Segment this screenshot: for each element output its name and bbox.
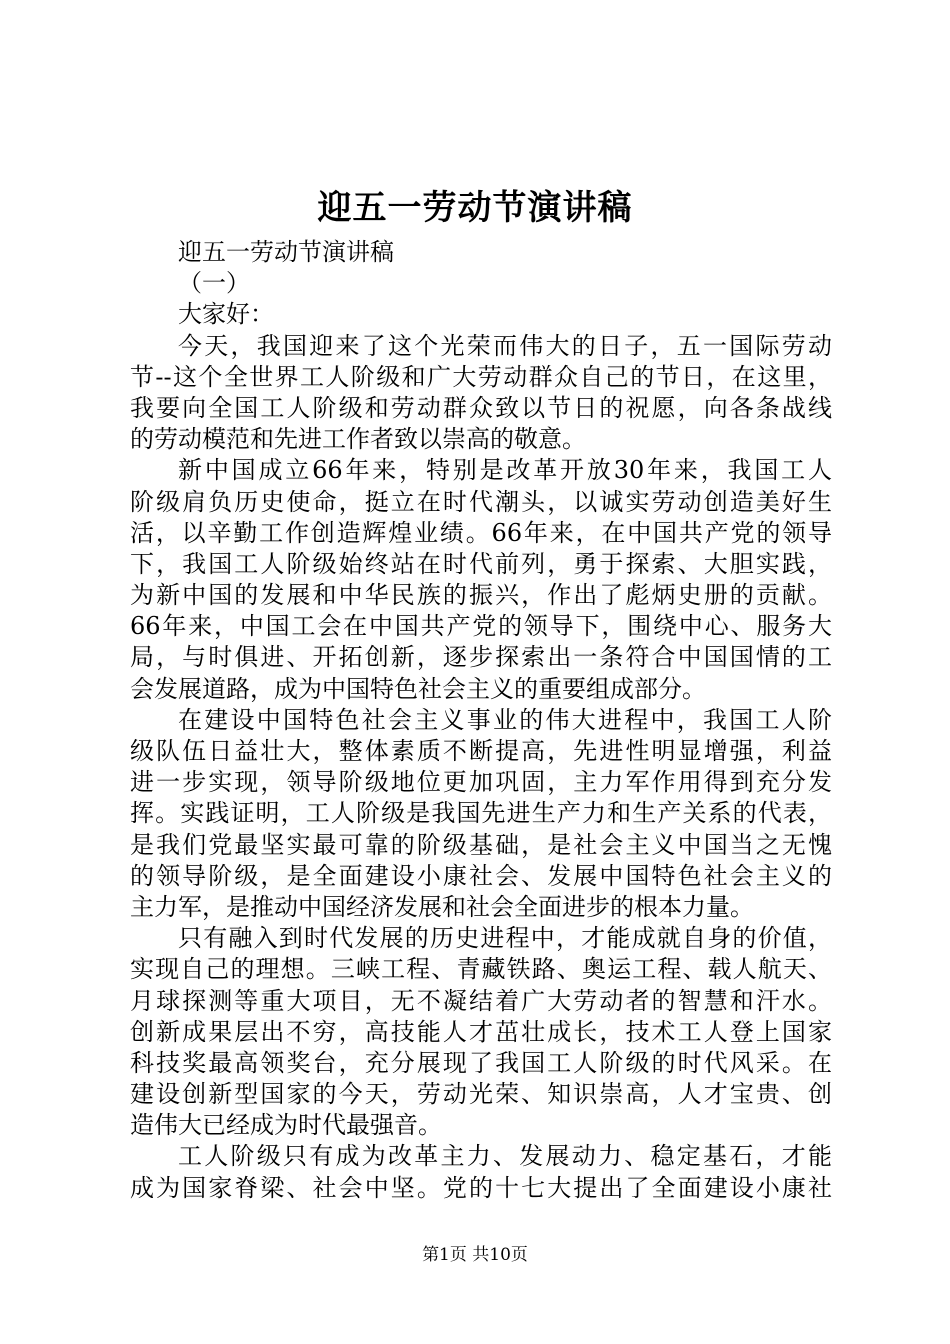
text-line: 今天，我国迎来了这个光荣而伟大的日子，五一国际劳动 — [178, 331, 832, 360]
text-line: 是我们党最坚实最可靠的阶级基础，是社会主义中国当之无愧 — [130, 830, 832, 859]
page-footer: 第1页 共10页 — [422, 1245, 528, 1265]
document-body — [130, 237, 832, 1204]
text-line: 活，以辛勤工作创造辉煌业绩。66年来，在中国共产党的领导 — [130, 518, 832, 547]
text-line: 在建设中国特色社会主义事业的伟大进程中，我国工人阶 — [178, 705, 832, 734]
text-line: （一） — [178, 269, 250, 298]
document-title: 迎五一劳动节演讲稿 — [317, 188, 633, 228]
text-line: 局，与时俱进、开拓创新，逐步探索出一条符合中国国情的工 — [130, 643, 832, 672]
text-line: 只有融入到时代发展的历史进程中，才能成就自身的价值， — [178, 924, 832, 953]
text-line: 实现自己的理想。三峡工程、青藏铁路、奥运工程、载人航天、 — [130, 955, 832, 984]
text-line: 我要向全国工人阶级和劳动群众致以节日的祝愿，向各条战线 — [130, 393, 832, 422]
text-line: 级队伍日益壮大，整体素质不断提高，先进性明显增强，利益 — [130, 737, 832, 765]
text-line: 的劳动模范和先进工作者致以崇高的敬意。 — [130, 425, 586, 454]
text-line: 66年来，中国工会在中国共产党的领导下，围绕中心、服务大 — [130, 612, 832, 641]
text-line: 阶级肩负历史使命，挺立在时代潮头，以诚实劳动创造美好生 — [130, 487, 832, 516]
text-line: 建设创新型国家的今天，劳动光荣、知识崇高，人才宝贵、创 — [130, 1080, 832, 1109]
text-line: 创新成果层出不穷，高技能人才茁壮成长，技术工人登上国家 — [130, 1017, 832, 1046]
text-line: 为新中国的发展和中华民族的振兴，作出了彪炳史册的贡献。 — [130, 581, 832, 610]
text-line: 的领导阶级，是全面建设小康社会、发展中国特色社会主义的 — [130, 861, 832, 890]
text-line: 节--这个全世界工人阶级和广大劳动群众自己的节日，在这里， — [130, 362, 832, 391]
text-line: 主力军，是推动中国经济发展和社会全面进步的根本力量。 — [130, 892, 754, 921]
text-line: 下，我国工人阶级始终站在时代前列，勇于探索、大胆实践， — [130, 549, 832, 578]
text-line: 工人阶级只有成为改革主力、发展动力、稳定基石，才能 — [178, 1142, 832, 1171]
text-line: 会发展道路，成为中国特色社会主义的重要组成部分。 — [130, 674, 706, 703]
text-line: 挥。实践证明，工人阶级是我国先进生产力和生产关系的代表， — [130, 799, 832, 828]
text-line: 迎五一劳动节演讲稿 — [178, 238, 394, 266]
text-line: 新中国成立66年来，特别是改革开放30年来，我国工人 — [178, 456, 832, 485]
text-line: 成为国家脊梁、社会中坚。党的十七大提出了全面建设小康社 — [130, 1173, 832, 1202]
text-line: 月球探测等重大项目，无不凝结着广大劳动者的智慧和汗水。 — [130, 986, 832, 1015]
text-line: 科技奖最高领奖台，充分展现了我国工人阶级的时代风采。在 — [130, 1048, 832, 1077]
text-line: 大家好： — [178, 300, 274, 329]
text-line: 进一步实现，领导阶级地位更加巩固，主力军作用得到充分发 — [130, 768, 832, 797]
text-line: 造伟大已经成为时代最强音。 — [130, 1111, 442, 1140]
